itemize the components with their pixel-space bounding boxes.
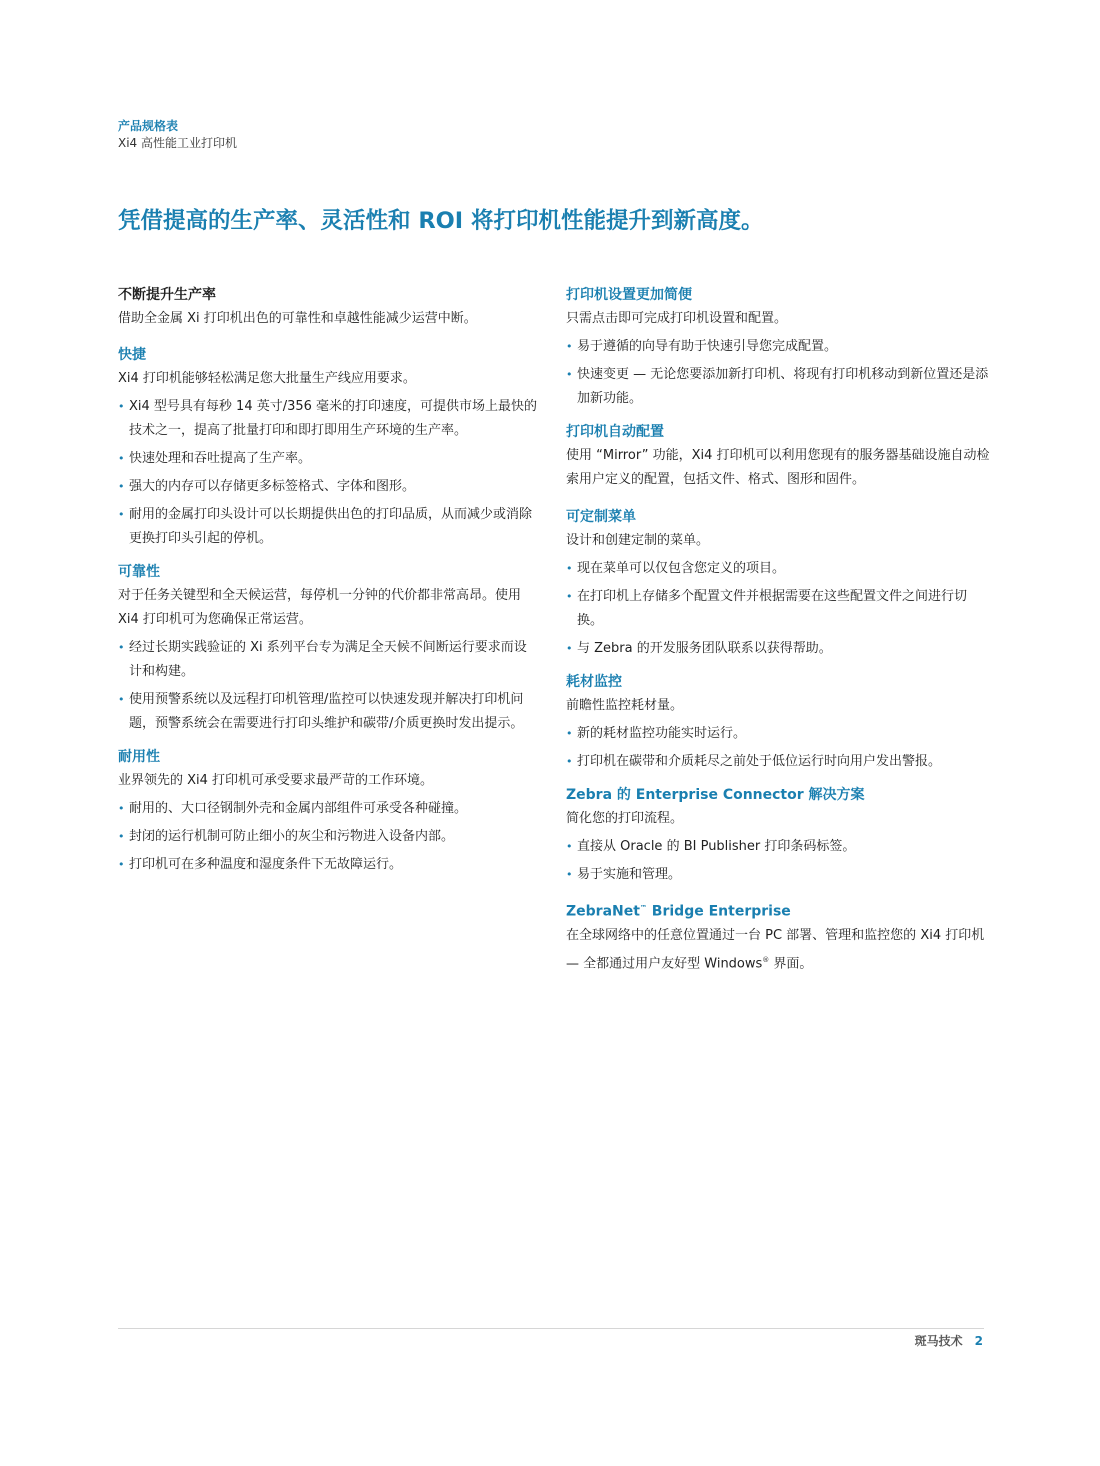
list-item: • 封闭的运行机制可防止细小的灰尘和污物进入设备内部。 [118,825,538,849]
section-text: 业界领先的 Xi4 打印机可承受要求最严苛的工作环境。 [118,773,434,788]
section-auto-config [566,420,991,492]
title-part: Bridge Enterprise [646,903,791,920]
bullet-list [118,797,538,877]
section-productivity [118,283,538,331]
section-title: 不断提升生产率 [118,287,216,303]
section-title: 耐用性 [118,749,160,765]
right-column [566,283,991,985]
title-part: ZebraNet [566,903,640,920]
section-title: 可定制菜单 [566,509,636,525]
section-title: 打印机设置更加简便 [566,287,692,303]
bullet-list [118,636,538,736]
registered-mark: ® [762,955,770,964]
list-item: • 耐用的金属打印头设计可以长期提供出色的打印品质，从而减少或消除更换打印头引起的停机。 [118,503,538,551]
section-text: 使用 “Mirror” 功能，Xi4 打印机可以利用您现有的服务器基础设施自动检索用户定义的配置，包括文件、格式、图形和固件。 [566,448,990,487]
list-item: • 在打印机上存储多个配置文件并根据需要在这些配置文件之间进行切换。 [566,585,991,633]
section-text: 只需点击即可完成打印机设置和配置。 [566,311,788,326]
page-headline: 凭借提高的生产率、灵活性和 ROI 将打印机性能提升到新高度。 [118,208,764,234]
bullet-list [566,557,991,661]
list-item: • 快速处理和吞吐提高了生产率。 [118,447,538,471]
document-type: 产品规格表 [118,119,179,133]
section-text: 对于任务关键型和全天候运营，每停机一分钟的代价都非常高昂。使用 Xi4 打印机可为您确保正常运营。 [118,588,522,627]
section-text: 简化您的打印流程。 [566,811,684,826]
text-part: 在全球网络中的任意位置通过一台 PC 部署、管理和监控您的 Xi4 打印机 — 全都通过用户友好型 Windows [566,927,985,971]
section-title: 耗材监控 [566,674,622,690]
section-text: 前瞻性监控耗材量。 [566,698,684,713]
bullet-list [566,835,991,887]
document-subtitle: Xi4 高性能工业打印机 [118,136,238,150]
page-number: 2 [974,1334,983,1348]
list-item: • 易于遵循的向导有助于快速引导您完成配置。 [566,335,991,359]
document-header [118,118,237,152]
bullet-list [566,335,991,411]
section-reliability [118,560,538,736]
list-item: • 直接从 Oracle 的 BI Publisher 打印条码标签。 [566,835,991,859]
footer-brand: 斑马技术 [914,1334,963,1348]
section-title: Zebra 的 Enterprise Connector 解决方案 [566,787,865,803]
footer-divider [118,1328,984,1329]
text-part: 界面。 [769,955,813,971]
list-item: • 强大的内存可以存储更多标签格式、字体和图形。 [118,475,538,499]
section-durability [118,745,538,877]
section-text: 借助全金属 Xi 打印机出色的可靠性和卓越性能减少运营中断。 [118,311,477,326]
list-item: • 打印机可在多种温度和湿度条件下无故障运行。 [118,853,538,877]
list-item: • Xi4 型号具有每秒 14 英寸/356 毫米的打印速度，可提供市场上最快的技术之一，提高了批量打印和即打即用生产环境的生产率。 [118,395,538,443]
section-text [566,924,991,976]
page-footer [915,1332,983,1349]
list-item: • 打印机在碳带和介质耗尽之前处于低位运行时向用户发出警报。 [566,750,991,774]
section-title: 快捷 [118,347,146,363]
section-bridge-enterprise [566,896,991,976]
list-item: • 新的耗材监控功能实时运行。 [566,722,991,746]
list-item: • 易于实施和管理。 [566,863,991,887]
section-text: Xi4 打印机能够轻松满足您大批量生产线应用要求。 [118,371,416,386]
section-custom-menu [566,505,991,661]
section-supplies [566,670,991,774]
trademark-mark: ™ [639,904,647,912]
list-item: • 快速变更 — 无论您要添加新打印机、将现有打印机移动到新位置还是添加新功能。 [566,363,991,411]
section-text: 设计和创建定制的菜单。 [566,533,710,548]
list-item: • 使用预警系统以及远程打印机管理/监控可以快速发现并解决打印机问题，预警系统会在需要进行打印头维护和碳带/介质更换时发出提示。 [118,688,538,736]
section-speed [118,343,538,551]
section-title: 可靠性 [118,564,160,580]
list-item: • 耐用的、大口径钢制外壳和金属内部组件可承受各种碰撞。 [118,797,538,821]
bullet-list [118,395,538,551]
section-title: 打印机自动配置 [566,424,664,440]
bullet-list [566,722,991,774]
section-setup [566,283,991,411]
list-item: • 现在菜单可以仅包含您定义的项目。 [566,557,991,581]
left-column [118,283,538,886]
section-enterprise-connector [566,783,991,887]
list-item: • 经过长期实践验证的 Xi 系列平台专为满足全天候不间断运行要求而设计和构建。 [118,636,538,684]
list-item: • 与 Zebra 的开发服务团队联系以获得帮助。 [566,637,991,661]
section-title [566,896,991,924]
